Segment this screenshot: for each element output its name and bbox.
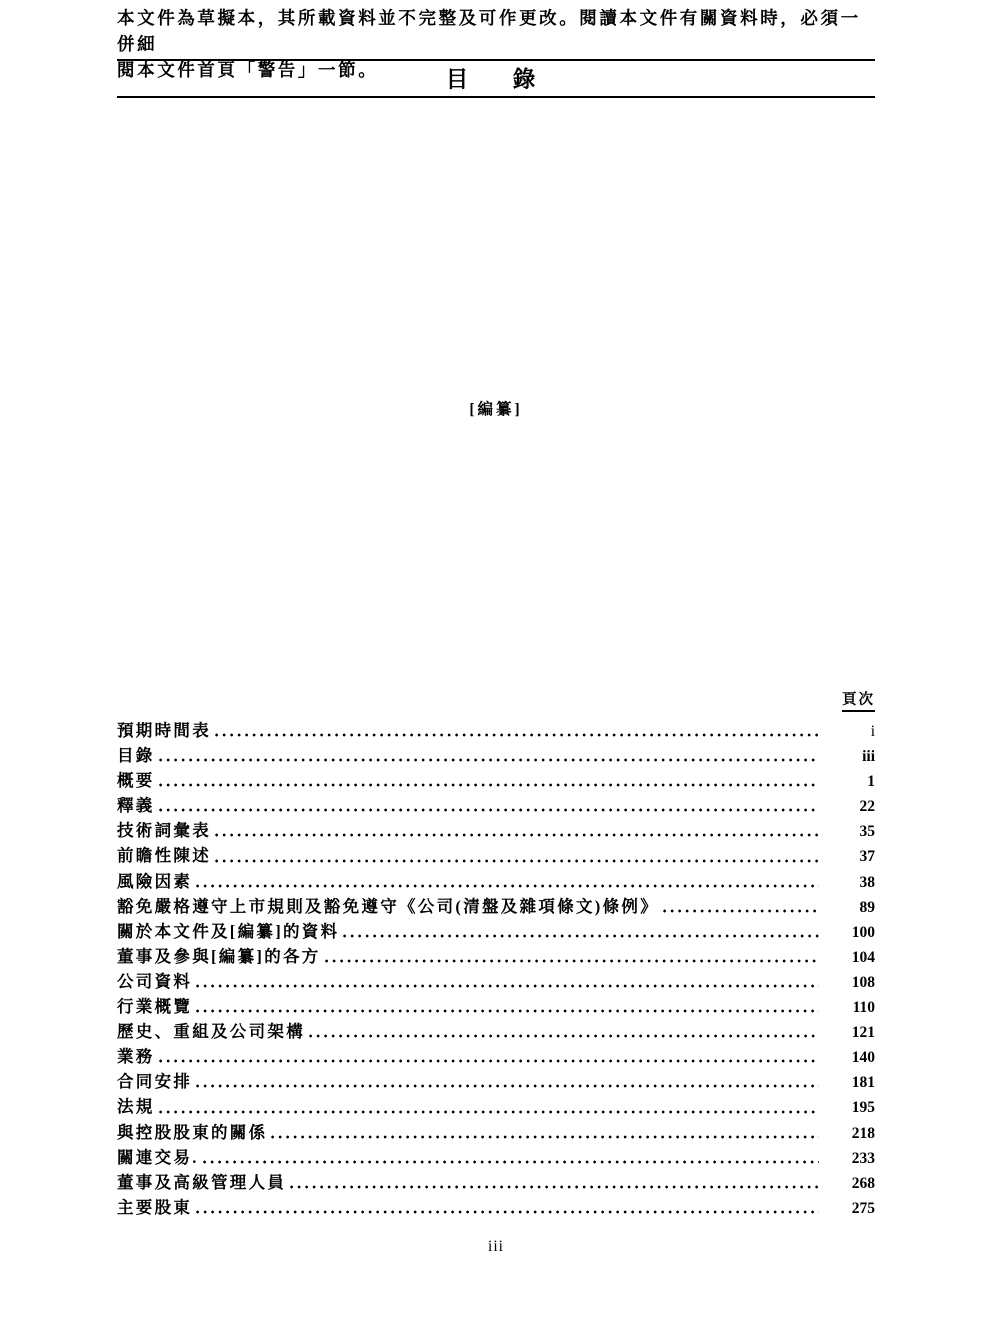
dot-leader bbox=[271, 1135, 819, 1139]
dot-leader bbox=[196, 984, 819, 988]
toc-entry-title: 業務 bbox=[117, 1047, 155, 1067]
toc-entry-page: 1 bbox=[867, 773, 875, 791]
dot-leader bbox=[196, 1009, 819, 1013]
toc-entry bbox=[117, 793, 875, 818]
dot-leader bbox=[159, 1059, 819, 1063]
title-rule-top bbox=[117, 59, 875, 61]
toc-entry-title: 概要 bbox=[117, 771, 155, 791]
toc-entry-title: 董事及高級管理人員 bbox=[117, 1172, 287, 1192]
toc-entry-title: 歷史、重組及公司架構 bbox=[117, 1022, 305, 1042]
toc-entry-title: 前瞻性陳述 bbox=[117, 846, 211, 866]
dot-leader bbox=[343, 934, 819, 938]
footer-page-number: iii bbox=[488, 1238, 504, 1255]
page-column-header-row bbox=[117, 688, 875, 718]
toc-entry bbox=[117, 718, 875, 743]
toc-entry-title: 與控股股東的關係 bbox=[117, 1122, 268, 1142]
toc-entry-title: 釋義 bbox=[117, 796, 155, 816]
toc-entry-title: 董事及參與[編纂]的各方 bbox=[117, 946, 321, 966]
toc-entry-page: 140 bbox=[851, 1049, 875, 1067]
toc-entry bbox=[117, 869, 875, 894]
toc-entry bbox=[117, 843, 875, 868]
toc-entry-page: 275 bbox=[851, 1199, 875, 1217]
toc-entry-title: 關於本文件及[編纂]的資料 bbox=[117, 921, 340, 941]
dot-leader bbox=[159, 783, 819, 787]
title-rule-bottom bbox=[117, 96, 875, 98]
toc-entry-title: 風險因素 bbox=[117, 871, 193, 891]
toc-entry bbox=[117, 894, 875, 919]
page-column-header: 頁次 bbox=[842, 688, 875, 712]
toc-entry-page: 268 bbox=[851, 1174, 875, 1192]
toc-entry-page: 110 bbox=[852, 999, 875, 1017]
toc-entry-title: 行業概覽 bbox=[117, 997, 193, 1017]
toc-entry-page: 218 bbox=[851, 1124, 875, 1142]
toc-entry bbox=[117, 1019, 875, 1044]
toc-entry-page: iii bbox=[862, 748, 875, 766]
dot-leader bbox=[663, 909, 819, 913]
redacted-placeholder: [編纂] bbox=[469, 401, 523, 418]
dot-leader bbox=[159, 758, 819, 762]
toc-entry-list bbox=[117, 718, 875, 1220]
toc-entry bbox=[117, 1094, 875, 1119]
toc-entry-page: 100 bbox=[851, 923, 875, 941]
dot-leader bbox=[196, 1084, 819, 1088]
toc-entry-page: 89 bbox=[859, 898, 875, 916]
toc-entry-page: 22 bbox=[859, 798, 875, 816]
toc-entry-title: 預期時間表 bbox=[117, 721, 211, 740]
draft-warning-line-1: 本文件為草擬本，其所載資料並不完整及可作更改。閱讀本文件有關資料時，必須一併細 bbox=[117, 8, 861, 54]
toc-entry-title: 法規 bbox=[117, 1097, 155, 1117]
toc-entry-page: 108 bbox=[851, 973, 875, 991]
toc-entry bbox=[117, 944, 875, 969]
toc-entry bbox=[117, 1170, 875, 1195]
toc-entry bbox=[117, 969, 875, 994]
draft-warning-line-2: 閱本文件首頁「警告」一節。 bbox=[117, 60, 379, 80]
dot-leader bbox=[203, 1160, 819, 1164]
toc-entry-page: 195 bbox=[851, 1099, 875, 1117]
section-title: 目 錄 bbox=[445, 67, 547, 92]
toc-entry bbox=[117, 818, 875, 843]
dot-leader bbox=[290, 1185, 819, 1189]
toc-entry bbox=[117, 1195, 875, 1220]
toc-entry bbox=[117, 1120, 875, 1145]
toc-entry bbox=[117, 919, 875, 944]
toc-entry bbox=[117, 1069, 875, 1094]
toc-entry-page: 38 bbox=[859, 873, 875, 891]
toc-entry-title: 合同安排 bbox=[117, 1072, 193, 1092]
dot-leader bbox=[159, 808, 819, 812]
toc-entry bbox=[117, 1145, 875, 1170]
dot-leader bbox=[196, 1210, 819, 1214]
toc-entry bbox=[117, 743, 875, 768]
toc-entry-title: 關連交易. bbox=[117, 1147, 199, 1167]
toc-entry-page: 104 bbox=[851, 948, 875, 966]
toc-entry-title: 公司資料 bbox=[117, 971, 193, 991]
toc-entry-page: 233 bbox=[851, 1149, 875, 1167]
dot-leader bbox=[325, 959, 819, 963]
toc-entry-page: 181 bbox=[851, 1074, 875, 1092]
toc-entry-title: 主要股東 bbox=[117, 1197, 193, 1217]
toc-entry bbox=[117, 1044, 875, 1069]
toc-entry-title: 目錄 bbox=[117, 746, 155, 766]
toc-entry-page: 37 bbox=[859, 848, 875, 866]
dot-leader bbox=[309, 1034, 819, 1038]
toc-entry-title: 技術詞彙表 bbox=[117, 821, 211, 841]
dot-leader bbox=[159, 1110, 819, 1114]
dot-leader bbox=[196, 884, 819, 888]
table-of-contents bbox=[117, 688, 875, 1220]
toc-entry bbox=[117, 994, 875, 1019]
toc-entry-page: 121 bbox=[851, 1024, 875, 1042]
toc-entry-title: 豁免嚴格遵守上市規則及豁免遵守《公司(清盤及雜項條文)條例》 bbox=[117, 896, 659, 916]
toc-entry-page: i bbox=[870, 723, 875, 740]
dot-leader bbox=[215, 833, 819, 837]
dot-leader bbox=[215, 733, 819, 737]
toc-entry bbox=[117, 768, 875, 793]
toc-entry-page: 35 bbox=[859, 823, 875, 841]
dot-leader bbox=[215, 859, 819, 863]
